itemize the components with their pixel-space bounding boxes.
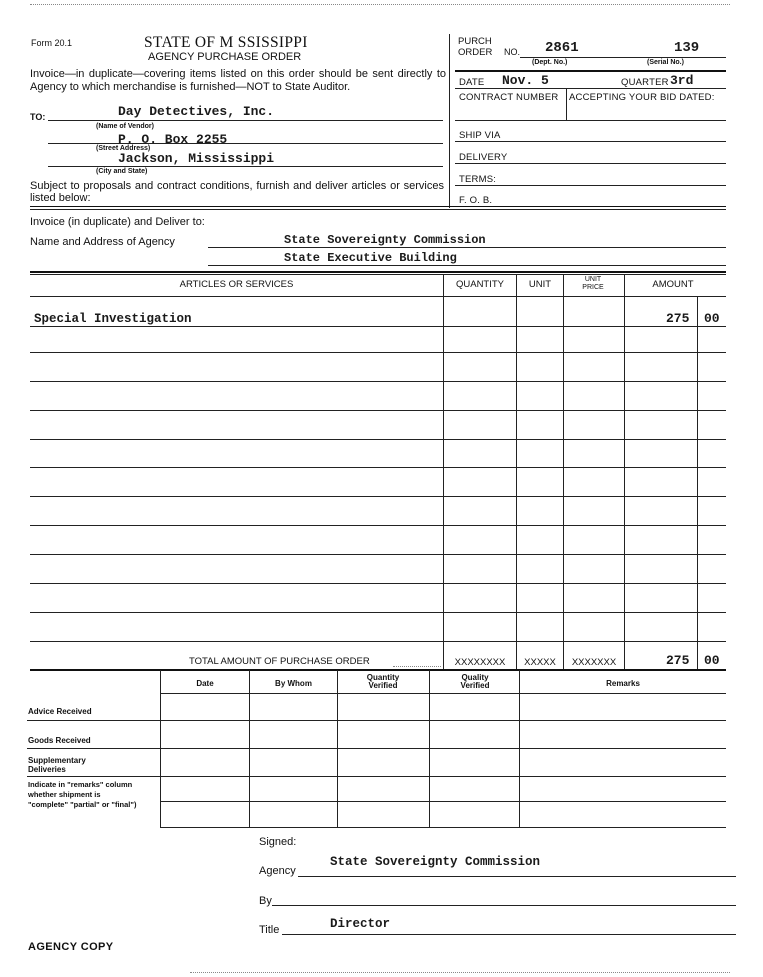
state-title: STATE OF M SSISSIPPI: [144, 34, 308, 51]
form-number: Form 20.1: [31, 38, 73, 48]
col-divider-price: [563, 274, 564, 670]
total-qty: XXXXXXXX: [454, 657, 506, 668]
agency-address-line2: State Executive Building: [284, 251, 457, 265]
items-row-line: [30, 583, 726, 584]
vendor-name-caption: (Name of Vendor): [96, 123, 154, 130]
ship-via-line: [455, 141, 726, 142]
item-dollars: 275: [666, 311, 690, 326]
ship-via-label: SHIP VIA: [459, 130, 501, 141]
fob-label: F. O. B.: [459, 195, 493, 206]
goods-received-label: Goods Received: [28, 736, 91, 745]
sig-agency-value: State Sovereignty Commission: [330, 855, 541, 869]
contract-line: [455, 120, 726, 121]
header-bottom-line: [30, 206, 726, 207]
receipt-header-line: [160, 693, 726, 694]
supplementary-deliveries-label: Supplementary Deliveries: [28, 756, 86, 774]
total-label: TOTAL AMOUNT OF PURCHASE ORDER: [189, 656, 370, 667]
items-row-line: [30, 326, 726, 327]
items-row-line: [30, 554, 726, 555]
instruction-text: Invoice—in duplicate—covering items listed on this order should be sent directly to Agency to which merchandise is furnished—NOT to State Auditor.: [30, 68, 446, 93]
terms-line: [455, 185, 726, 186]
receipt-header-remarks: Remarks: [606, 679, 640, 688]
col-divider-amount: [624, 274, 625, 670]
sig-title-value: Director: [330, 917, 391, 931]
po-no-label: NO.: [504, 47, 521, 57]
item-article: Special Investigation: [34, 312, 192, 326]
date-line: [455, 88, 726, 89]
serial-number: 139: [674, 40, 700, 56]
form-title: AGENCY PURCHASE ORDER: [148, 51, 302, 63]
vendor-street-line: [48, 143, 443, 144]
serial-caption: (Serial No.): [647, 59, 684, 66]
sig-title-line: [282, 934, 736, 935]
advice-received-label: Advice Received: [28, 707, 92, 716]
items-table-top-2: [30, 274, 726, 275]
vendor-city-caption: (City and State): [96, 168, 148, 175]
vendor-city-line: [48, 166, 443, 167]
items-table-bottom: [30, 669, 726, 671]
delivery-line: [455, 163, 726, 164]
receipt-header-quantity: Quantity Verified: [366, 673, 400, 690]
sig-title-label: Title: [259, 924, 280, 936]
vendor-street: P. O. Box 2255: [118, 132, 228, 147]
to-label: TO:: [30, 112, 46, 122]
total-leader: [393, 666, 441, 667]
items-header-bottom: [30, 296, 726, 297]
sig-agency-label: Agency: [259, 865, 296, 877]
total-dollars: 275: [666, 653, 690, 668]
items-row-line: [30, 496, 726, 497]
agency-line1-rule: [208, 247, 726, 248]
contract-number-label: CONTRACT NUMBER: [459, 92, 559, 103]
contract-divider: [566, 88, 567, 120]
dept-caption: (Dept. No.): [532, 59, 568, 66]
agency-address-line1: State Sovereignty Commission: [284, 233, 486, 247]
total-cents: 00: [704, 653, 720, 668]
header-amount: AMOUNT: [652, 279, 694, 290]
invoice-deliver-label: Invoice (in duplicate) and Deliver to:: [30, 216, 205, 228]
indicate-remarks-note: Indicate in "remarks" column whether shipment is "complete" "partial" or "final"): [28, 780, 137, 809]
items-row-line: [30, 410, 726, 411]
quarter-label: QUARTER: [621, 77, 669, 88]
receipt-row-line: [160, 801, 726, 802]
header-quantity: QUANTITY: [455, 279, 505, 290]
agency-line2-rule: [208, 265, 726, 266]
items-row-line: [30, 525, 726, 526]
date-label: DATE: [459, 77, 485, 88]
header-unit-price: UNIT PRICE: [582, 276, 604, 291]
items-row-line: [30, 641, 726, 642]
receipt-header-date: Date: [196, 679, 214, 688]
receipt-row-line: [27, 748, 726, 749]
terms-label: TERMS:: [459, 174, 497, 185]
col-divider-qty: [443, 274, 444, 670]
agency-address-label: Name and Address of Agency: [30, 236, 175, 248]
items-row-line: [30, 612, 726, 613]
dept-number: 2861: [545, 40, 579, 56]
items-row-line: [30, 352, 726, 353]
items-row-line: [30, 467, 726, 468]
date-value: Nov. 5: [502, 73, 549, 88]
agency-copy-label: AGENCY COPY: [28, 941, 114, 953]
items-table-top: [30, 271, 726, 273]
subject-text: Subject to proposals and contract conditions, furnish and deliver articles or services listed below:: [30, 180, 444, 204]
col-divider-unit: [516, 274, 517, 670]
items-row-line: [30, 381, 726, 382]
vendor-name: Day Detectives, Inc.: [118, 104, 275, 119]
receipt-row-line: [27, 720, 726, 721]
total-unit: XXXXX: [524, 657, 556, 668]
header-articles: ARTICLES OR SERVICES: [179, 279, 294, 290]
delivery-label: DELIVERY: [459, 152, 508, 163]
po-line: [520, 57, 726, 58]
signed-label: Signed:: [259, 836, 297, 848]
header-divider: [449, 34, 450, 208]
bid-dated-label: ACCEPTING YOUR BID DATED:: [569, 92, 715, 103]
po-label: PURCH ORDER: [458, 36, 493, 58]
receipt-header-quality: Quality Verified: [460, 673, 490, 690]
item-cents: 00: [704, 311, 720, 326]
sig-by-line: [272, 905, 736, 906]
sig-agency-line: [298, 876, 736, 877]
quarter-value: 3rd: [670, 73, 694, 88]
vendor-city: Jackson, Mississippi: [118, 151, 275, 166]
header-bottom-line-2: [30, 209, 726, 210]
total-price: XXXXXXX: [571, 657, 617, 668]
sig-by-label: By: [259, 895, 272, 907]
receipt-header-by-whom: By Whom: [275, 679, 312, 688]
receipt-bottom-line: [160, 827, 726, 828]
header-unit: UNIT: [528, 279, 552, 290]
vendor-name-line: [48, 120, 443, 121]
vendor-street-caption: (Street Address): [96, 145, 151, 152]
items-row-line: [30, 439, 726, 440]
po-divider: [455, 70, 726, 72]
receipt-row-line: [27, 776, 726, 777]
